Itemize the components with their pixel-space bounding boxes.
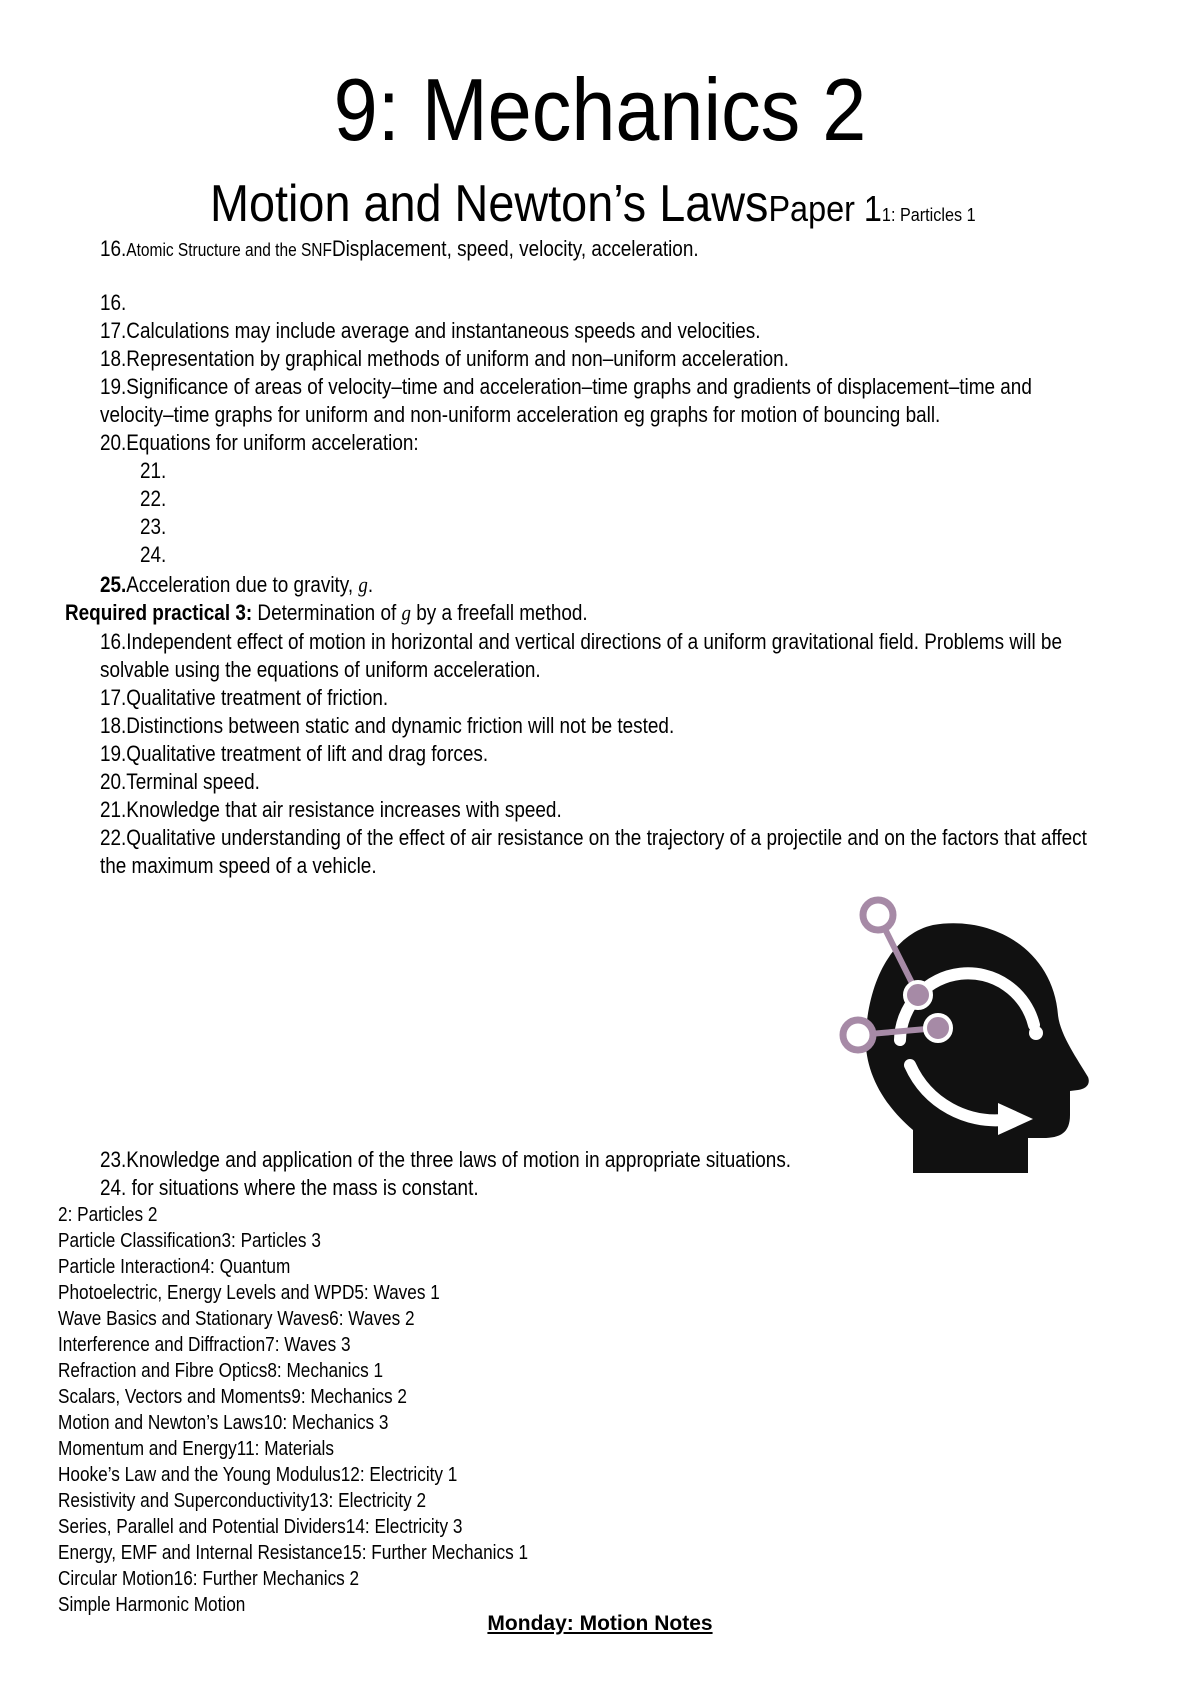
item-text: Independent effect of motion in horizontal and vertical directions of a uniform gravitational field. Problems will be xyxy=(126,629,1062,654)
item-text: Knowledge that air resistance increases with speed. xyxy=(126,797,562,822)
sub-item: 22. xyxy=(140,486,167,511)
subtitle-small: 1: Particles 1 xyxy=(881,205,976,225)
spec-item xyxy=(100,430,419,456)
spec-item-continuation: solvable using the equations of uniform acceleration. xyxy=(100,657,541,682)
practical-text: Determination of xyxy=(252,600,402,625)
item-text: Calculations may include average and instantaneous speeds and velocities. xyxy=(126,318,761,343)
item-text: Qualitative treatment of lift and drag forces. xyxy=(126,741,489,766)
toc-entry[interactable]: Wave Basics and Stationary Waves6: Waves 2 xyxy=(58,1308,415,1330)
item-text: Qualitative understanding of the effect of air resistance on the trajectory of a projectile and on the factors that affect xyxy=(126,825,1087,850)
toc-entry[interactable]: Circular Motion16: Further Mechanics 2 xyxy=(58,1568,360,1590)
spec-item xyxy=(100,374,1032,400)
spec-item xyxy=(100,769,260,795)
spec-item xyxy=(100,713,674,739)
spec-item-continuation: the maximum speed of a vehicle. xyxy=(100,853,377,878)
spec-item xyxy=(100,236,699,263)
item-number: 19. xyxy=(100,741,127,766)
footer-heading xyxy=(0,1612,1200,1636)
item-text: Knowledge and application of the three laws of motion in appropriate situations. xyxy=(126,1147,792,1172)
footer-text: Monday: Motion Notes xyxy=(487,1612,713,1635)
toc-entry[interactable]: Photoelectric, Energy Levels and WPD5: Waves 1 xyxy=(58,1282,440,1304)
item-number: 16. xyxy=(100,236,127,261)
item-text-end: . xyxy=(367,572,374,597)
page-title: 9: Mechanics 2 xyxy=(333,60,867,159)
spec-item xyxy=(100,797,562,823)
toc-entry[interactable]: Interference and Diffraction7: Waves 3 xyxy=(58,1334,351,1356)
toc-entry[interactable]: Particle Interaction4: Quantum xyxy=(58,1256,291,1278)
sub-item: 24. xyxy=(140,542,167,567)
item-number: 24. xyxy=(100,1175,127,1200)
toc-entry[interactable]: Hooke’s Law and the Young Modulus12: Electricity 1 xyxy=(58,1464,458,1486)
toc-entry[interactable]: 2: Particles 2 xyxy=(58,1204,158,1226)
item-number: 18. xyxy=(100,346,127,371)
practical-text-end: by a freefall method. xyxy=(410,600,588,625)
spec-item xyxy=(100,290,126,316)
item-small-text: Atomic Structure and the SNF xyxy=(126,240,332,260)
item-text: for situations where the mass is constant. xyxy=(126,1175,479,1200)
toc-entry[interactable]: Simple Harmonic Motion xyxy=(58,1594,246,1616)
subtitle-paper: Paper 1 xyxy=(768,188,882,229)
item-number: 22. xyxy=(100,825,127,850)
subtitle xyxy=(210,174,976,234)
toc-entry[interactable]: Momentum and Energy11: Materials xyxy=(58,1438,334,1460)
item-text: Qualitative treatment of friction. xyxy=(126,685,389,710)
item-text: Terminal speed. xyxy=(126,769,260,794)
item-text: Representation by graphical methods of uniform and non–uniform acceleration. xyxy=(126,346,789,371)
spec-item xyxy=(100,1147,791,1173)
item-number: 20. xyxy=(100,769,127,794)
gravity-symbol: g xyxy=(358,572,368,597)
item-number: 16. xyxy=(100,629,127,654)
spec-item xyxy=(100,318,761,344)
item-number: 17. xyxy=(100,318,127,343)
toc-entry[interactable]: Refraction and Fibre Optics8: Mechanics 1 xyxy=(58,1360,384,1382)
spec-item xyxy=(100,1175,479,1201)
spec-item xyxy=(100,346,789,372)
item-text: Distinctions between static and dynamic friction will not be tested. xyxy=(126,713,675,738)
item-text: Acceleration due to gravity, xyxy=(126,572,359,597)
subtitle-main: Motion and Newton’s Laws xyxy=(210,175,769,233)
item-number: 16. xyxy=(100,290,127,315)
head-network-icon xyxy=(838,895,1103,1175)
toc-entry[interactable]: Resistivity and Superconductivity13: Electricity 2 xyxy=(58,1490,427,1512)
item-number: 19. xyxy=(100,374,127,399)
practical-label: Required practical 3: xyxy=(65,600,253,625)
spec-item xyxy=(100,685,388,711)
toc-entry[interactable]: Series, Parallel and Potential Dividers14: Electricity 3 xyxy=(58,1516,463,1538)
toc-entry[interactable]: Motion and Newton’s Laws10: Mechanics 3 xyxy=(58,1412,389,1434)
item-text: Equations for uniform acceleration: xyxy=(126,430,419,455)
spec-item xyxy=(100,825,1087,851)
required-practical xyxy=(65,600,588,626)
item-number: 25. xyxy=(100,572,127,597)
toc-entry[interactable]: Scalars, Vectors and Moments9: Mechanics 2 xyxy=(58,1386,407,1408)
item-number: 18. xyxy=(100,713,127,738)
sub-item: 23. xyxy=(140,514,167,539)
item-text: Displacement, speed, velocity, acceleration. xyxy=(331,236,699,261)
spec-item xyxy=(100,572,373,598)
gravity-symbol: g xyxy=(401,600,411,625)
item-number: 21. xyxy=(100,797,127,822)
toc-entry[interactable]: Energy, EMF and Internal Resistance15: Further Mechanics 1 xyxy=(58,1542,529,1564)
item-number: 17. xyxy=(100,685,127,710)
spec-item xyxy=(100,741,488,767)
item-number: 20. xyxy=(100,430,127,455)
spec-item-continuation: velocity–time graphs for uniform and non-uniform acceleration eg graphs for motion of bouncing ball. xyxy=(100,402,941,427)
toc-entry[interactable]: Particle Classification3: Particles 3 xyxy=(58,1230,321,1252)
spec-item xyxy=(100,629,1062,655)
item-number: 23. xyxy=(100,1147,127,1172)
item-text: Significance of areas of velocity–time and acceleration–time graphs and gradients of displacement–time and xyxy=(126,374,1032,399)
sub-item: 21. xyxy=(140,458,167,483)
